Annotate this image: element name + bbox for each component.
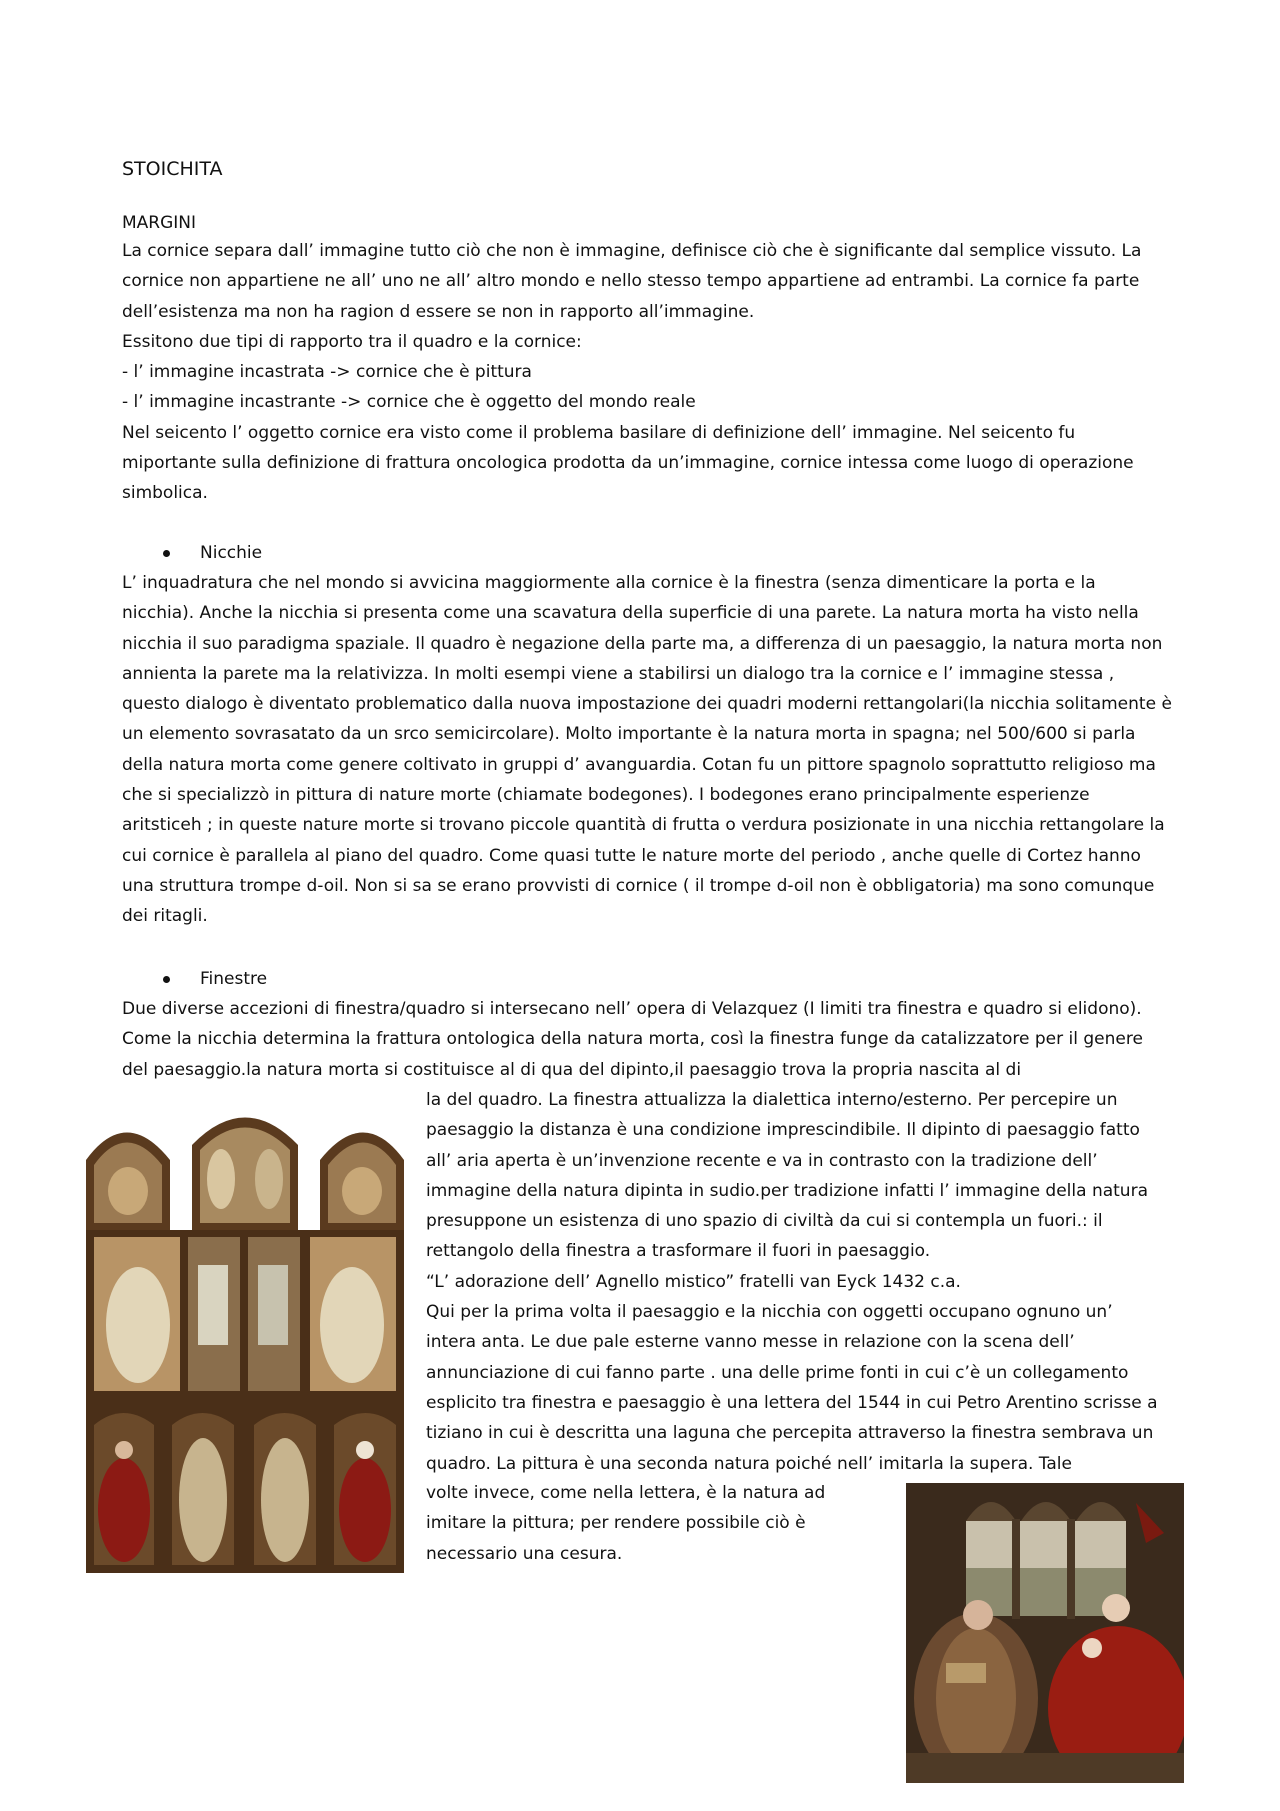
bullet-label: Nicchie (200, 543, 263, 563)
ghent-altarpiece-image (86, 1105, 404, 1573)
margini-paragraph-2: Nel seicento l’ oggetto cornice era visto come il problema basilare di definizione dell’ immagine. Nel seicento fu miportante sulla definizione di frattura oncologica prodotta da un’immagine, cornice intessa come luogo di operazione simbolica. (122, 422, 1134, 504)
nicchie-body (122, 568, 1172, 932)
madonna-rolin-image (906, 1483, 1184, 1783)
finestre-final-wrap (426, 1478, 851, 1569)
bullet-label: Finestre (200, 969, 268, 989)
madonna-rolin-drawing (906, 1483, 1184, 1783)
finestre-paragraph-intro: Due diverse accezioni di finestra/quadro si intersecano nell’ opera di Velazquez (I limiti tra finestra e quadro si elidono). Come la nicchia determina la frattura ontologica della natura morta, così la finestra funge da catalizzatore per il genere del paesaggio.la natura morta si costituisce al di qua del dipinto,il paesaggio trova la propria nascita al di (122, 999, 1143, 1080)
finestre-paragraph-final-b: volte invece, come nella lettera, è la natura ad imitare la pittura; per rendere possibile ciò è necessario una cesura. (426, 1483, 826, 1564)
margini-type-1: - l’ immagine incastrata -> cornice che è pittura (122, 362, 532, 383)
bullet-dot-icon (163, 550, 170, 557)
margini-types-intro: Essitono due tipi di rapporto tra il quadro e la cornice: (122, 331, 582, 352)
finestre-paragraph-cont: la del quadro. La finestra attualizza la dialettica interno/esterno. Per percepire un paesaggio la distanza è una condizione imprescindibile. Il dipinto di paesaggio fatto all’ aria aperta è un’invenzione recente e va in contrasto con la tradizione dell’ immagine della natura dipinta in sudio.per tradizione infatti l’ immagine della natura presuppone un esistenza di uno spazio di civiltà da cui si contempla un fuori.: il rettangolo della finestra a trasformare il fuori in paesaggio. (426, 1090, 1148, 1262)
document-title: STOICHITA (122, 158, 223, 180)
finestre-intro (122, 994, 1172, 1085)
nicchie-paragraph: L’ inquadratura che nel mondo si avvicina maggiormente alla cornice è la finestra (senza dimenticare la porta e la nicchia). Anche la nicchia si presenta come una scavatura della superficie di una parete. La natura morta ha visto nella nicchia il suo paradigma spaziale. Il quadro è negazione della parte ma, a differenza di un paesaggio, la natura morta non annienta la parete ma la relativizza. In molti esempi viene a stabilirsi un dialogo tra la cornice e l’ immagine stessa , questo dialogo è diventato problematico dalla nuova impostazione dei quadri moderni rettangolari(la nicchia solitamente è un elemento sovrasatato da un srco semicircolare). Molto importante è la natura morta in spagna; nel 500/600 si parla della natura morta come genere coltivato in gruppi d’ avanguardia. Cotan fu un pittore spagnolo soprattutto religioso ma che si specializzò in pittura di nature morte (chiamate bodegones). I bodegones erano principalmente esperienze aritsticeh ; in queste nature morte si trovano piccole quantità di frutta o verdura posizionate in una nicchia rettangolare la cui cornice è parallela al piano del quadro. Come quasi tutte le nature morte del periodo , anche quelle di Cortez hanno una struttura trompe d-oil. Non si sa se erano provvisti di cornice ( il trompe d-oil non è obbligatoria) ma sono comunque dei ritagli. (122, 573, 1172, 927)
finestre-paragraph-final-a: Qui per la prima volta il paesaggio e la nicchia con oggetti occupano ognuno un’ intera anta. Le due pale esterne vanno messe in relazione con la scena dell’ annunciazione di cui fanno parte . una delle prime fonti in cui c’è un collegamento esplicito tra finestra e paesaggio è una lettera del 1544 in cui Petro Arentino scrisse a tiziano in cui è descritta una laguna che percepita attraverso la finestra sembrava un quadro. La pittura è una seconda natura poiché nell’ imitarla la supera. Tale (426, 1302, 1158, 1474)
margini-body (122, 236, 1172, 509)
altarpiece-caption: “L’ adorazione dell’ Agnello mistico” fratelli van Eyck 1432 c.a. (426, 1271, 961, 1292)
finestre-continuation (426, 1085, 1166, 1479)
bullet-dot-icon (163, 976, 170, 983)
ghent-altarpiece-drawing (86, 1105, 404, 1573)
margini-type-2: - l’ immagine incastrante -> cornice che è oggetto del mondo reale (122, 392, 696, 413)
section-heading-margini: MARGINI (122, 213, 197, 233)
margini-paragraph-1: La cornice separa dall’ immagine tutto ciò che non è immagine, definisce ciò che è significante dal semplice vissuto. La cornice non appartiene ne all’ uno ne all’ altro mondo e nello stesso tempo appartiene ad entrambi. La cornice fa parte dell’esistenza ma non ha ragion d essere se non in rapporto all’immagine. (122, 241, 1142, 322)
